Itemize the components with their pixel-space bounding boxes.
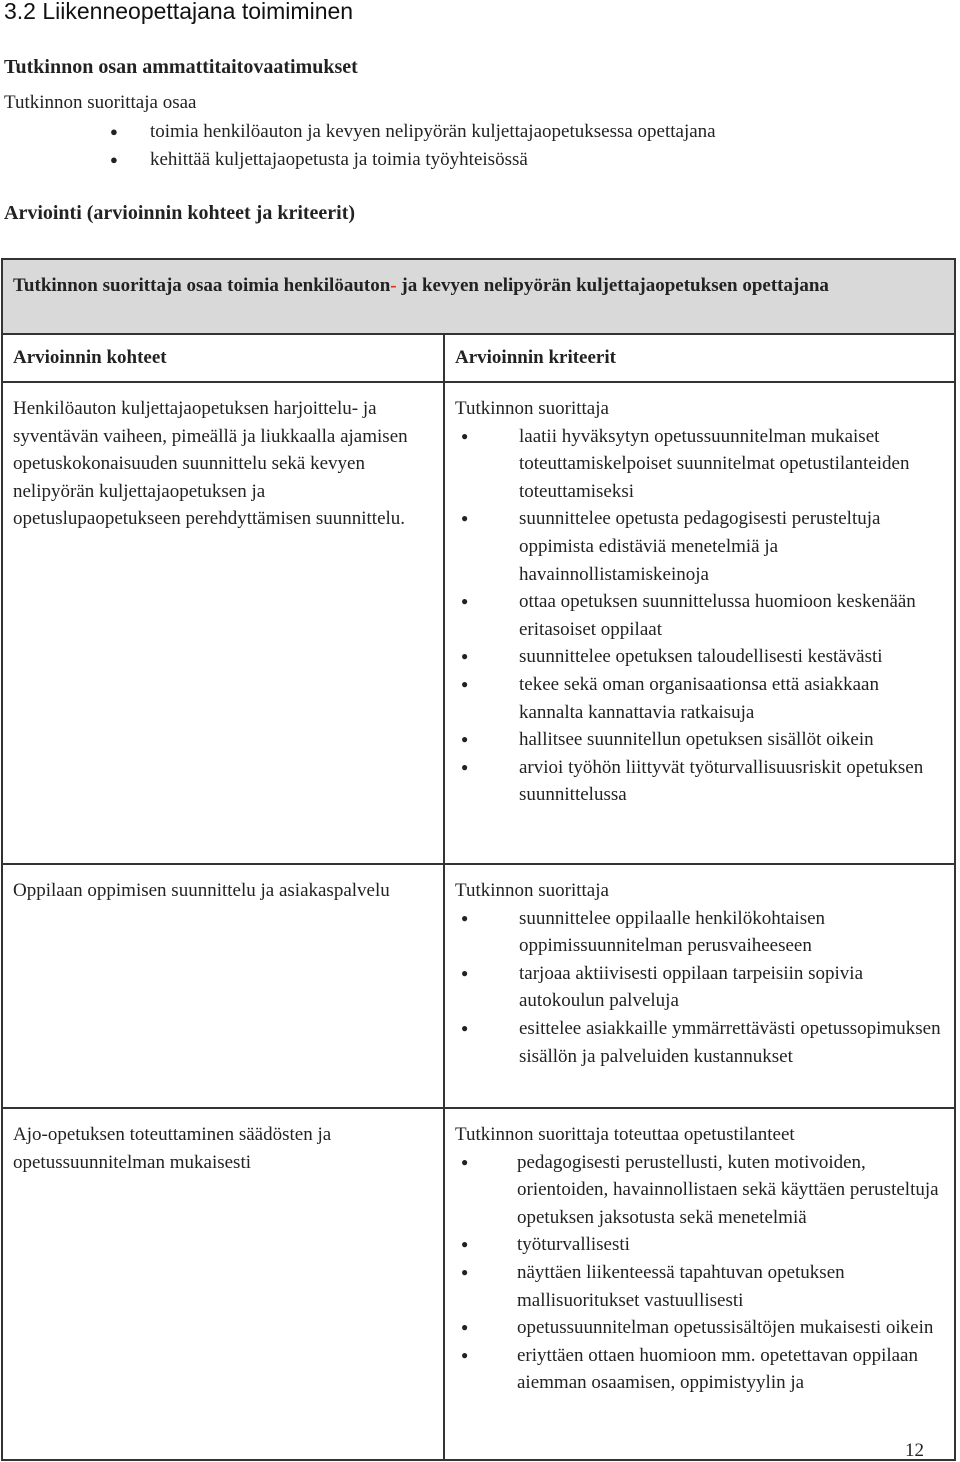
column-header-criteria: Arvioinnin kriteerit — [444, 334, 955, 382]
column-header-targets: Arvioinnin kohteet — [2, 334, 444, 382]
assessment-criteria — [444, 864, 955, 1108]
skill-item: ● toimia henkilöauton ja kevyen nelipyörän kuljettajaopetuksessa opettajana — [110, 118, 716, 146]
assessment-criteria — [444, 1108, 955, 1460]
criteria-item: ● työturvallisesti — [455, 1231, 944, 1259]
criteria-lead: Tutkinnon suorittaja — [455, 398, 609, 419]
intro-text: Tutkinnon suorittaja osaa — [4, 92, 197, 113]
section-heading: 3.2 Liikenneopettajana toimiminen — [4, 0, 354, 24]
criteria-item: ● ottaa opetuksen suunnittelussa huomioon keskenään eritasoiset oppilaat — [455, 588, 944, 643]
table-row — [2, 382, 955, 864]
criteria-list — [455, 1149, 944, 1397]
table-title-dash: - — [390, 275, 397, 296]
criteria-item: ● suunnittelee opetuksen taloudellisesti kestävästi — [455, 643, 944, 671]
skill-item: ● kehittää kuljettajaopetusta ja toimia työyhteisössä — [110, 146, 716, 174]
criteria-item: ● esittelee asiakkaille ymmärrettävästi opetussopimuksen sisällön ja palveluiden kustannukset — [455, 1015, 944, 1070]
criteria-item: ● arvioi työhön liittyvät työturvallisuusriskit opetuksen suunnittelussa — [455, 754, 944, 809]
subheading: Tutkinnon osan ammattitaitovaatimukset — [4, 56, 358, 78]
assessment-target: Oppilaan oppimisen suunnittelu ja asiakaspalvelu — [2, 864, 444, 1108]
assessment-target: Ajo-opetuksen toteuttaminen säädösten ja opetussuunnitelman mukaisesti — [2, 1108, 444, 1460]
page-number: 12 — [905, 1440, 924, 1461]
assessment-criteria — [444, 382, 955, 864]
assessment-heading: Arviointi (arvioinnin kohteet ja kriteerit) — [4, 202, 356, 224]
criteria-list — [455, 423, 944, 809]
table-title-part2: ja kevyen nelipyörän kuljettajaopetuksen opettajana — [396, 275, 829, 296]
criteria-list — [455, 905, 944, 1071]
table-title — [2, 259, 955, 334]
criteria-item: ● suunnittelee opetusta pedagogisesti perusteltuja oppimista edistäviä menetelmiä ja havainnollistamiskeinoja — [455, 505, 944, 588]
criteria-item: ● hallitsee suunnitellun opetuksen sisällöt oikein — [455, 726, 944, 754]
skills-list — [110, 118, 716, 174]
criteria-item: ● näyttäen liikenteessä tapahtuvan opetuksen mallisuoritukset vastuullisesti — [455, 1259, 944, 1314]
table-row — [2, 864, 955, 1108]
criteria-item: ● laatii hyväksytyn opetussuunnitelman mukaiset toteuttamiskelpoiset suunnitelmat opetustilanteiden toteuttamiseksi — [455, 423, 944, 506]
criteria-item: ● suunnittelee oppilaalle henkilökohtaisen oppimissuunnitelman perusvaiheeseen — [455, 905, 944, 960]
assessment-target: Henkilöauton kuljettajaopetuksen harjoittelu- ja syventävän vaiheen, pimeällä ja liukkaalla ajamisen opetuskokonaisuuden suunnittelu sekä kevyen nelipyörän kuljettajaopetuksen ja opetuslupaopetukseen perehdyttämisen suunnittelu. — [2, 382, 444, 864]
criteria-item: ● opetussuunnitelman opetussisältöjen mukaisesti oikein — [455, 1314, 944, 1342]
criteria-item: ● pedagogisesti perustellusti, kuten motivoiden, orientoiden, havainnollistaen sekä käyttäen perusteltuja opetuksen jaksotusta sekä menetelmiä — [455, 1149, 944, 1232]
table-title-part1: Tutkinnon suorittaja osaa toimia henkilöauton — [13, 275, 391, 296]
criteria-lead: Tutkinnon suorittaja toteuttaa opetustilanteet — [455, 1124, 795, 1145]
criteria-item: ● tekee sekä oman organisaationsa että asiakkaan kannalta kannattavia ratkaisuja — [455, 671, 944, 726]
criteria-lead: Tutkinnon suorittaja — [455, 880, 609, 901]
criteria-item: ● tarjoaa aktiivisesti oppilaan tarpeisiin sopivia autokoulun palveluja — [455, 960, 944, 1015]
table-row — [2, 1108, 955, 1460]
assessment-table — [1, 258, 956, 1461]
criteria-item: ● eriyttäen ottaen huomioon mm. opetettavan oppilaan aiemman osaamisen, oppimistyylin ja — [455, 1342, 944, 1397]
